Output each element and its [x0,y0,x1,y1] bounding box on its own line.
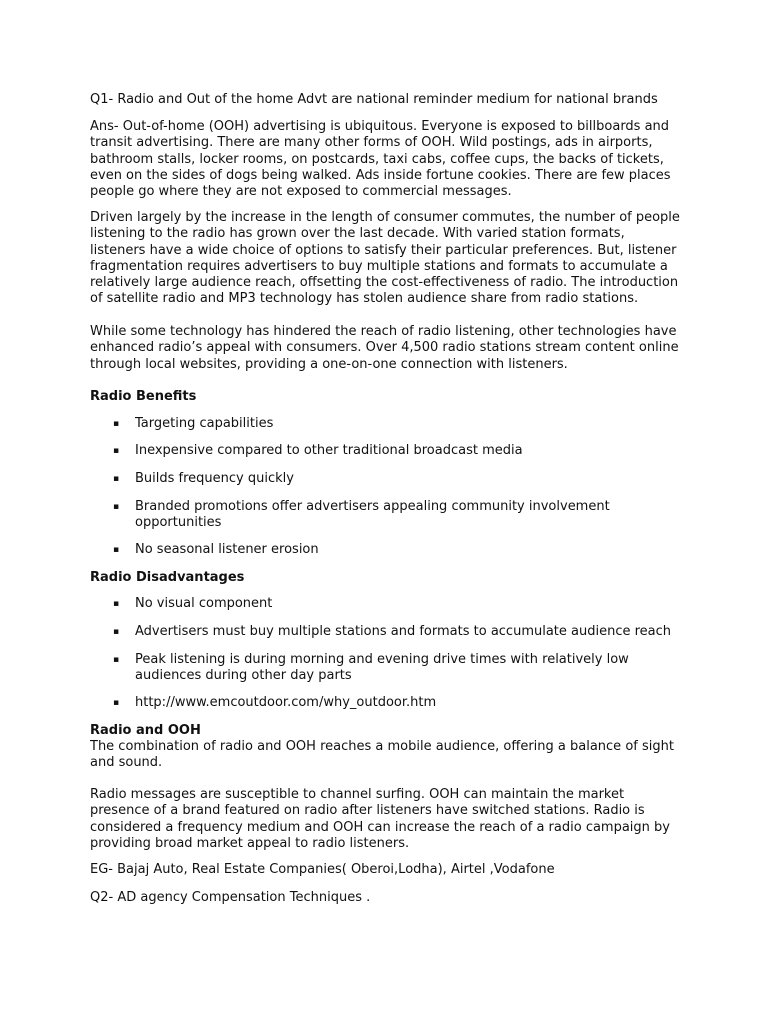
bullet-icon: ▪ [113,419,120,429]
list-item-text: Targeting capabilities [135,416,274,431]
bullet-icon: ▪ [113,655,120,665]
radio-commute-paragraph: Driven largely by the increase in the length of consumer commutes, the number of people listening to the radio has grown over the last decade. With varied station formats, listeners have a wide choice of options to satisfy their particular preferences. But, listener fragmentation requires advertisers to buy multiple stations and formats to accumulate a relatively large audience reach, offsetting the cost-effectiveness of radio. The introduction of satellite radio and MP3 technology has stolen audience share from radio stations. [90,210,680,307]
q2-heading: Q2- AD agency Compensation Techniques . [90,890,371,905]
list-item-text: Advertisers must buy multiple stations and formats to accumulate audience reach [135,624,672,639]
list-item [90,542,680,558]
list-item-text: Inexpensive compared to other traditional broadcast media [135,443,523,458]
radio-and-ooh-heading: Radio and OOH [90,723,201,738]
list-item-text: No seasonal listener erosion [135,542,319,557]
list-item [90,624,680,640]
radio-channel-surfing-paragraph: Radio messages are susceptible to channel surfing. OOH can maintain the market presence of a brand featured on radio after listeners have switched stations. Radio is considered a frequency medium and OOH can increase the reach of a radio campaign by providing broad market appeal to radio listeners. [90,787,670,851]
bullet-icon: ▪ [113,545,120,555]
q1-heading: Q1- Radio and Out of the home Advt are national reminder medium for national brands [90,92,658,107]
bullet-icon: ▪ [113,474,120,484]
list-item [90,416,680,432]
bullet-icon: ▪ [113,446,120,456]
list-item [90,499,680,532]
list-item-text: No visual component [135,596,273,611]
radio-disadvantages-heading: Radio Disadvantages [90,570,245,585]
list-item-text: Builds frequency quickly [135,471,294,486]
bullet-icon: ▪ [113,502,120,512]
list-item-text: http://www.emcoutdoor.com/why_outdoor.htm [135,695,437,710]
list-item [90,695,680,711]
bullet-icon: ▪ [113,698,120,708]
list-item [90,471,680,487]
list-item-text: Branded promotions offer advertisers appealing community involvement opportunities [135,499,610,531]
radio-ooh-combination-paragraph: The combination of radio and OOH reaches a mobile audience, offering a balance of sight and sound. [90,739,674,771]
bullet-icon: ▪ [113,627,120,637]
list-item [90,596,680,612]
list-item-text: Peak listening is during morning and evening drive times with relatively low audiences during other day parts [135,652,629,684]
radio-benefits-heading: Radio Benefits [90,389,197,404]
list-item [90,443,680,459]
q1-answer-paragraph: Ans- Out-of-home (OOH) advertising is ubiquitous. Everyone is exposed to billboards and transit advertising. There are many other forms of OOH. Wild postings, ads in airports, bathroom stalls, locker rooms, on postcards, taxi cabs, coffee cups, the backs of tickets, even on the sides of dogs being walked. Ads inside fortune cookies. There are few places people go where they are not exposed to commercial messages. [90,119,671,200]
radio-technology-paragraph: While some technology has hindered the reach of radio listening, other technologies have enhanced radio’s appeal with consumers. Over 4,500 radio stations stream content online through local websites, providing a one-on-one connection with listeners. [90,324,679,372]
bullet-icon: ▪ [113,599,120,609]
list-item [90,652,680,685]
example-brands-line: EG- Bajaj Auto, Real Estate Companies( Oberoi,Lodha), Airtel ,Vodafone [90,862,555,877]
